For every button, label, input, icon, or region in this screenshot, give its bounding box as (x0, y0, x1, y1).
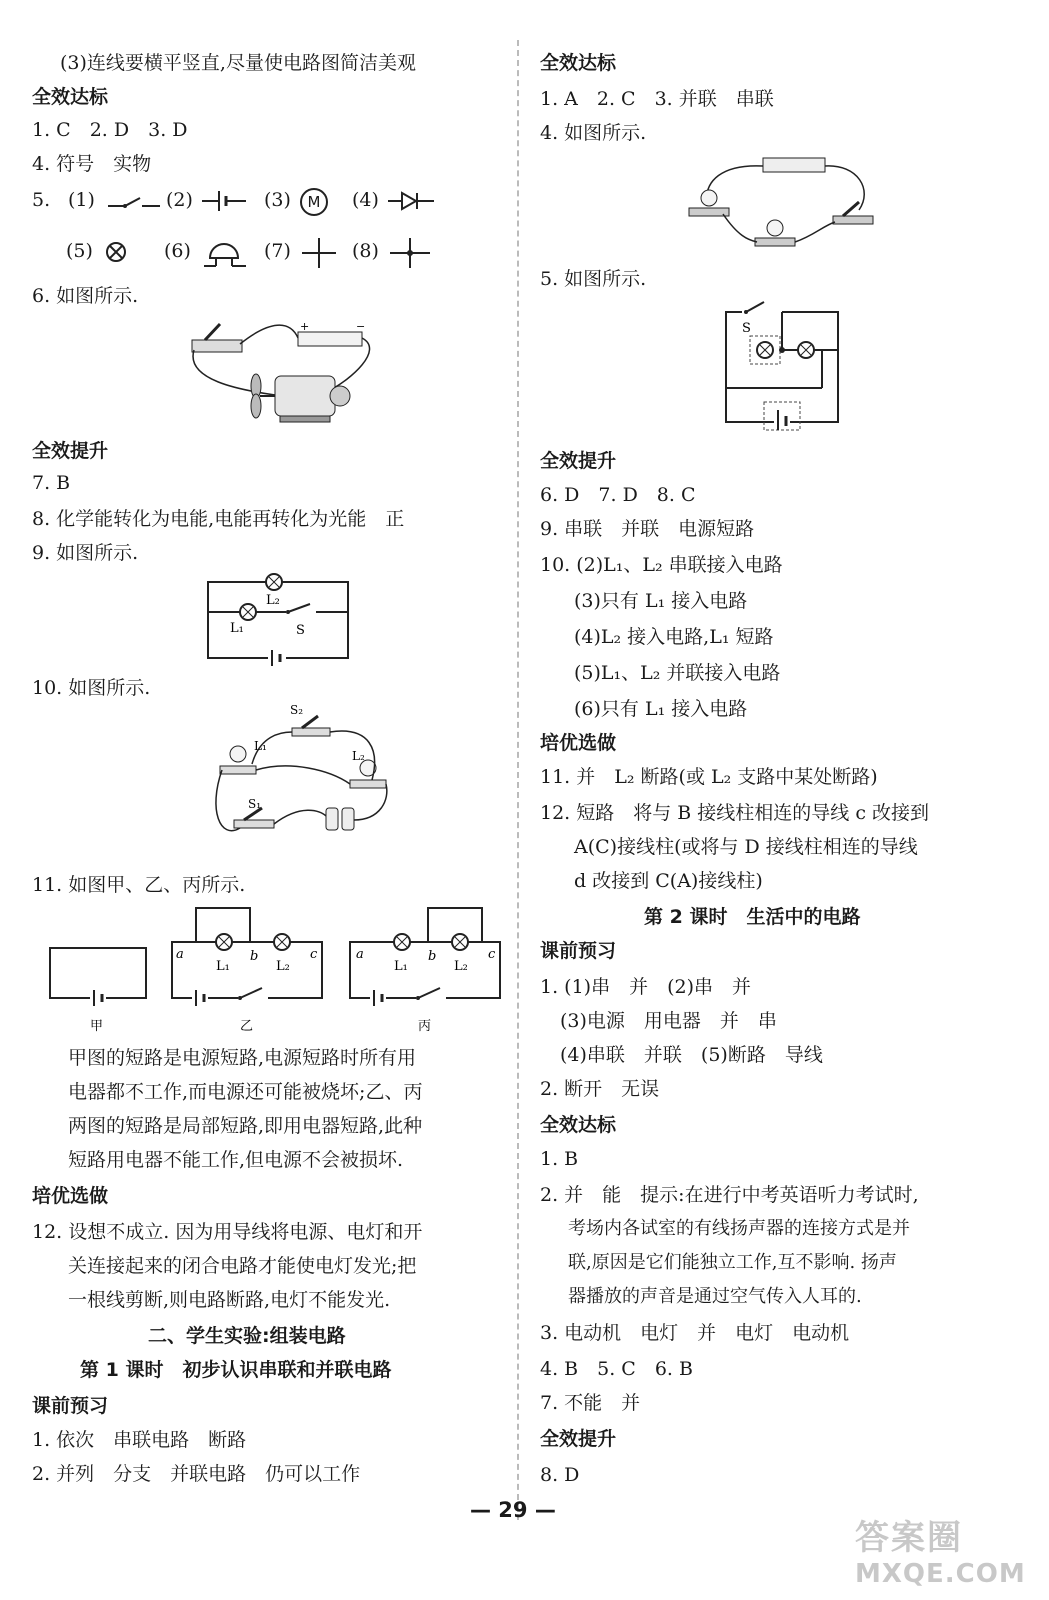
diode-symbol-icon (388, 189, 434, 213)
answer-line: 2. 断开 无误 (540, 1078, 660, 1100)
answer-line: 11. 如图甲、乙、丙所示. (32, 874, 246, 896)
switch-label: S (296, 623, 305, 638)
watermark-url: MXQE.COM (855, 1559, 1026, 1589)
answer-line: 10. (2)L₁、L₂ 串联接入电路 (540, 554, 783, 576)
answer-line: (6)只有 L₁ 接入电路 (574, 698, 748, 720)
answer-line: 8. D (540, 1464, 580, 1486)
answer-line: 6. 如图所示. (32, 285, 139, 307)
answer-line: 8. 化学能转化为电能,电能再转化为光能 正 (32, 508, 405, 530)
symbol-label: (7) (264, 240, 291, 262)
switch-symbol-icon (108, 190, 160, 214)
answer-line: (3)电源 用电器 并 串 (560, 1010, 777, 1032)
svg-text:−: − (356, 320, 366, 333)
paragraph-line: 甲图的短路是电源短路,电源短路时所有用 (68, 1047, 417, 1069)
node-b-label: b (428, 949, 437, 964)
column-divider (517, 40, 519, 1520)
answer-line: 7. 不能 并 (540, 1392, 641, 1414)
switch-label: S (742, 321, 751, 336)
lamp-l1-label: L₁ (254, 739, 267, 753)
symbol-label: (6) (164, 240, 191, 262)
figure-jia-label: 甲 (90, 1019, 104, 1034)
symbol-label: (8) (352, 240, 379, 262)
switch-lamp-circuit-figure (718, 296, 848, 432)
wire-junction-symbol-icon (390, 238, 430, 268)
two-switch-circuit-figure (210, 700, 410, 850)
section-title: 二、学生实验:组装电路 (148, 1325, 346, 1347)
lesson-title: 第 2 课时 生活中的电路 (644, 906, 861, 928)
paragraph-line: 关连接起来的闭合电路才能使电灯发光;把 (68, 1255, 417, 1277)
lamp-l1-label: L₁ (230, 621, 244, 636)
symbol-label: (2) (166, 189, 193, 211)
answer-line: 1. B (540, 1148, 579, 1170)
battery-symbol-icon (202, 188, 246, 214)
answer-line: 12. 短路 将与 B 接线柱相连的导线 c 改接到 (540, 802, 930, 824)
lamp-l2-label: L₂ (352, 749, 365, 763)
switch-s2-label: S₂ (290, 703, 304, 717)
paragraph-line: 短路用电器不能工作,但电源不会被损坏. (68, 1149, 404, 1171)
answer-line: A(C)接线柱(或将与 D 接线柱相连的导线 (574, 836, 918, 858)
symbol-label: (1) (68, 189, 95, 211)
page-number: — 29 — (470, 1498, 556, 1522)
lamp-l1-label: L₁ (394, 959, 408, 974)
answer-line: 7. B (32, 472, 71, 494)
symbol-label: (3) (264, 189, 291, 211)
node-a-label: a (176, 947, 184, 962)
figure-yi-label: 乙 (240, 1019, 254, 1034)
node-c-label: c (488, 947, 496, 962)
section-heading: 课前预习 (540, 940, 617, 962)
node-c-label: c (310, 947, 318, 962)
node-a-label: a (356, 947, 364, 962)
figure-bing-label: 丙 (418, 1019, 432, 1034)
lamp-l2-label: L₂ (454, 959, 468, 974)
lamp-l2-label: L₂ (276, 959, 290, 974)
answer-line: 4. 符号 实物 (32, 153, 152, 175)
motor-circuit-figure (180, 310, 400, 430)
answer-line: (4)串联 并联 (5)断路 导线 (560, 1044, 823, 1066)
node-b-label: b (250, 949, 259, 964)
section-heading: 全效提升 (540, 450, 617, 472)
lesson-title: 第 1 课时 初步认识串联和并联电路 (80, 1359, 392, 1381)
paragraph-line: 一根线剪断,则电路断路,电灯不能发光. (68, 1289, 391, 1311)
switch-s1-label: S₁ (248, 797, 262, 811)
svg-text:+: + (300, 320, 310, 333)
answer-line: 4. 如图所示. (540, 122, 647, 144)
section-heading: 全效达标 (32, 86, 109, 108)
answer-line: (3)只有 L₁ 接入电路 (574, 590, 748, 612)
section-heading: 培优选做 (32, 1185, 109, 1207)
answer-line: 1. 依次 串联电路 断路 (32, 1429, 247, 1451)
answer-number: 5. (32, 189, 51, 211)
section-heading: 全效提升 (540, 1428, 617, 1450)
section-heading: 全效达标 (540, 52, 617, 74)
section-heading: 培优选做 (540, 732, 617, 754)
answer-line: 10. 如图所示. (32, 677, 151, 699)
answer-line: 1. A 2. C 3. 并联 串联 (540, 88, 774, 110)
motor-symbol-icon: M (300, 188, 328, 216)
lamp-symbol-icon (104, 240, 128, 264)
answer-line: 1. (1)串 并 (2)串 并 (540, 976, 751, 998)
watermark-logo (855, 1510, 1030, 1590)
paragraph-line: 12. 设想不成立. 因为用导线将电源、电灯和开 (32, 1221, 423, 1243)
lamp-l2-label: L₂ (266, 593, 280, 608)
answer-line: 5. 如图所示. (540, 268, 647, 290)
answer-line: 11. 并 L₂ 断路(或 L₂ 支路中某处断路) (540, 766, 878, 788)
symbol-label: (5) (66, 240, 93, 262)
answer-line: 6. D 7. D 8. C (540, 484, 696, 506)
wire-cross-symbol-icon (302, 238, 336, 268)
text-line: (3)连线要横平竖直,尽量使电路图简洁美观 (60, 52, 416, 74)
watermark-title: 答案圈 (855, 1518, 963, 1558)
answer-line: 2. 并列 分支 并联电路 仍可以工作 (32, 1463, 361, 1485)
answer-line: 9. 如图所示. (32, 542, 139, 564)
hint-line: 考场内各试室的有线扬声器的连接方式是并 (568, 1218, 910, 1239)
symbol-label: (4) (352, 189, 379, 211)
section-heading: 课前预习 (32, 1395, 109, 1417)
answer-line: (5)L₁、L₂ 并联接入电路 (574, 662, 781, 684)
hint-line: 器播放的声音是通过空气传入人耳的. (568, 1286, 862, 1307)
answer-line: 3. 电动机 电灯 并 电灯 电动机 (540, 1322, 850, 1344)
short-circuit-figures (44, 900, 514, 1040)
answer-line: 1. C 2. D 3. D (32, 119, 188, 141)
lamp-l1-label: L₁ (216, 959, 230, 974)
paragraph-line: 电器都不工作,而电源还可能被烧坏;乙、丙 (68, 1081, 423, 1103)
answer-line: 2. 并 能 提示:在进行中考英语听力考试时, (540, 1184, 919, 1206)
bell-symbol-icon (200, 236, 246, 268)
answer-line: d 改接到 C(A)接线柱) (574, 870, 763, 892)
section-heading: 全效达标 (540, 1114, 617, 1136)
series-lamp-circuit-figure (683, 150, 883, 254)
hint-line: 联,原因是它们能独立工作,互不影响. 扬声 (568, 1252, 897, 1273)
answer-line: 4. B 5. C 6. B (540, 1358, 693, 1380)
parallel-circuit-figure (200, 568, 360, 666)
paragraph-line: 两图的短路是局部短路,即用电器短路,此种 (68, 1115, 423, 1137)
section-heading: 全效提升 (32, 440, 109, 462)
answer-line: (4)L₂ 接入电路,L₁ 短路 (574, 626, 774, 648)
answer-line: 9. 串联 并联 电源短路 (540, 518, 755, 540)
